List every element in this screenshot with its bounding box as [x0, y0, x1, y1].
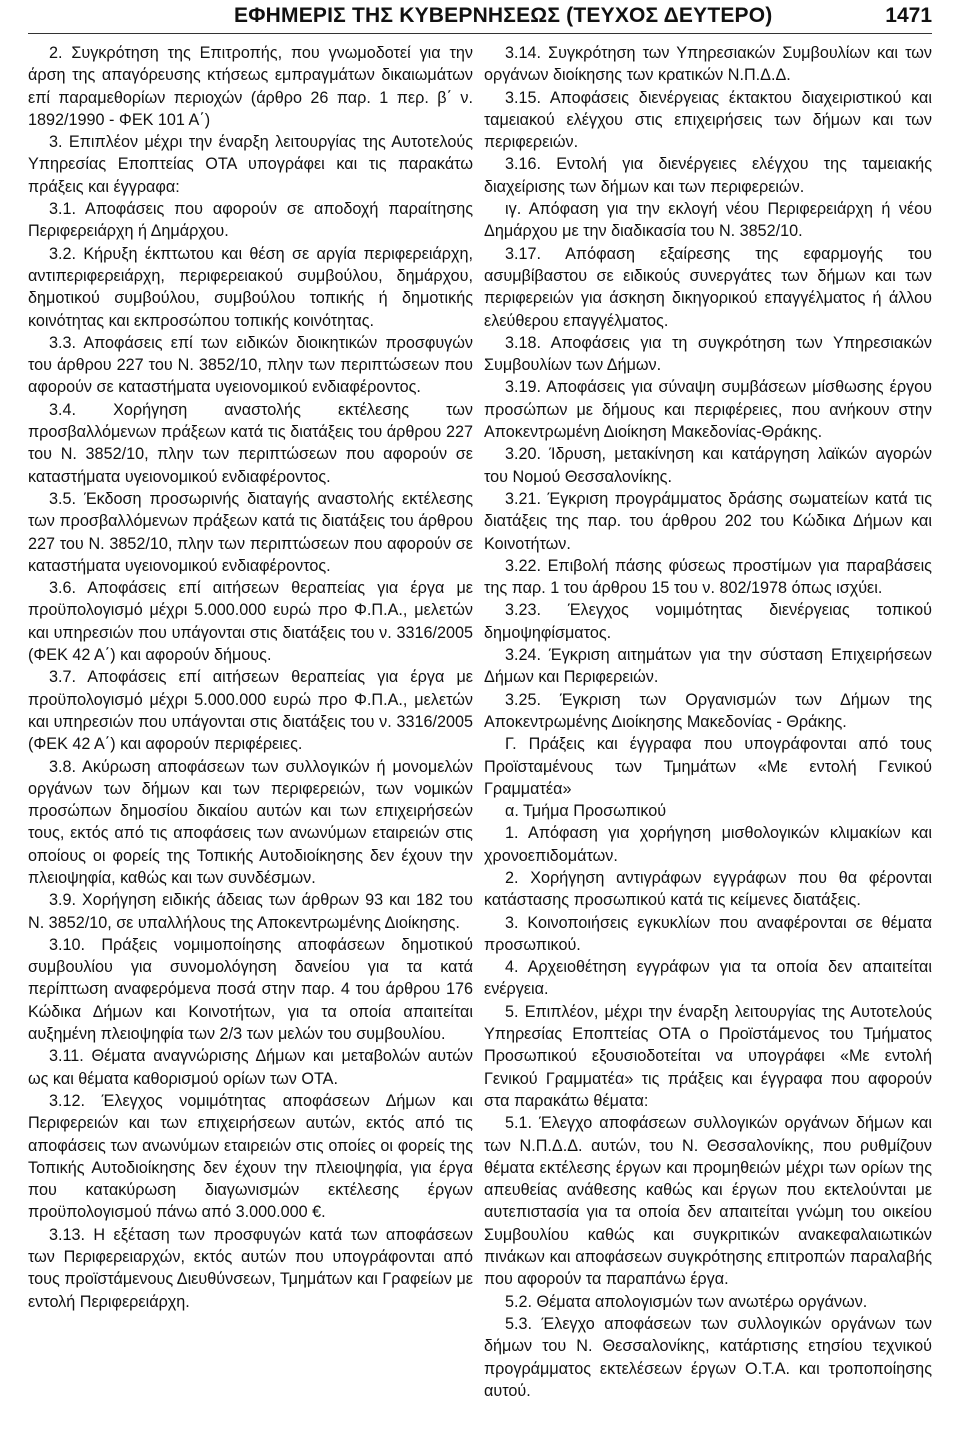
- paragraph: 3.19. Αποφάσεις για σύναψη συμβάσεων μίσθωσης έργου προσώπων με δήμους και περιφέρειες, που ανήκουν στην Αποκεντρωμένη Διοίκηση Μακεδονίας-Θράκης.: [484, 378, 932, 442]
- paragraph: 3.3. Αποφάσεις επί των ειδικών διοικητικών προσφυγών του άρθρου 227 του Ν. 3852/10, πλην των περιπτώσεων που αφορούν σε καταστήματα υγειονομικού ενδιαφέροντος.: [28, 333, 473, 397]
- paragraph: 3.18. Αποφάσεις για τη συγκρότηση των Υπηρεσιακών Συμβουλίων των Δήμων.: [484, 333, 932, 375]
- paragraph: 3.16. Εντολή για διενέργειες ελέγχου της ταμειακής διαχείρισης των δήμων και των περιφερειών.: [484, 155, 932, 196]
- paragraph: Γ. Πράξεις και έγγραφα που υπογράφονται από τους Προϊσταμένους των Τμημάτων «Με εντολή Γενικού Γραμματέα»: [484, 735, 932, 798]
- paragraph: 4. Αρχειοθέτηση εγγράφων για τα οποία δεν απαιτείται ενέργεια.: [484, 958, 932, 999]
- paragraph: 3.5. Έκδοση προσωρινής διαταγής αναστολής εκτέλεσης των προσβαλλόμενων πράξεων κατά τις διατάξεις του άρθρου 227 του Ν. 3852/10, πλην των περιπτώσεων που αφορούν σε καταστήματα υγειονομικού ενδιαφέροντος.: [28, 489, 473, 575]
- paragraph: 3.22. Επιβολή πάσης φύσεως προστίμων για παραβάσεις της παρ. 1 του άρθρου 15 του ν. 802/1978 όπως ισχύει.: [484, 556, 932, 598]
- paragraph: 3.1. Αποφάσεις που αφορούν σε αποδοχή παραίτησης Περιφερειάρχη ή Δημάρχου.: [28, 200, 473, 241]
- paragraph: 3.15. Αποφάσεις διενέργειας έκτακτου διαχειριστικού και ταμειακού ελέγχου στις επιχειρήσεις των δήμων και των περιφερειών.: [484, 88, 932, 152]
- gazette-title: ΕΦΗΜΕΡΙΣ ΤΗΣ ΚΥΒΕΡΝΗΣΕΩΣ (ΤΕΥΧΟΣ ΔΕΥΤΕΡΟ): [234, 4, 773, 27]
- left-column: [28, 42, 473, 1313]
- paragraph: 3.25. Έγκριση των Οργανισμών των Δήμων της Αποκεντρωμένης Διοίκησης Μακεδονίας - Θράκης.: [484, 690, 932, 731]
- paragraph: 5.2. Θέματα απολογισμών των ανωτέρω οργάνων.: [505, 1292, 868, 1311]
- paragraph: 3.24. Έγκριση αιτημάτων για την σύσταση Επιχειρήσεων Δήμων και Περιφερειών.: [484, 646, 932, 687]
- paragraph: 3.2. Κήρυξη έκπτωτου και θέση σε αργία περιφερειάρχη, αντιπεριφερειάρχη, περιφερειακού συμβούλου, δημάρχου, δημοτικού συμβούλου, συμβούλου τοπικής ή δημοτικής κοινότητας και εκπροσώπου τοπικής κοινότητας.: [28, 244, 473, 330]
- paragraph: 5.1. Έλεγχο αποφάσεων συλλογικών οργάνων δήμων και των Ν.Π.Δ.Δ. αυτών, του Ν. Θεσσαλονίκης, που ρυθμίζουν θέματα εκτέλεσης έργων και προμηθειών μέχρι των ορίων της απευθείας ανάθεσης καθώς και έργων που εκτελούνται με αυτεπιστασία για τα οποία δεν απαιτείται γνώμη του οικείου Συμβουλίου καθώς και συγκριτικών ανακεφαλαιωτικών πινάκων και αποφάσεων συγκρότησης επιτροπών παραλαβής που αφορούν τα παραπάνω έργα.: [484, 1114, 932, 1289]
- right-column: [484, 42, 932, 1402]
- paragraph: 3.21. Έγκριση προγράμματος δράσης σωματείων κατά τις διατάξεις της παρ. του άρθρου 202 του Κώδικα Δήμων και Κοινοτήτων.: [484, 489, 932, 553]
- paragraph: 3.4. Χορήγηση αναστολής εκτέλεσης των προσβαλλόμενων πράξεων κατά τις διατάξεις του άρθρου 227 του Ν. 3852/10, πλην των περιπτώσεων που αφορούν σε καταστήματα υγειονομικού ενδιαφέροντος.: [28, 400, 473, 486]
- page-number: 1471: [885, 4, 932, 27]
- paragraph: 3.13. Η εξέταση των προσφυγών κατά των αποφάσεων των Περιφερειαρχών, εκτός αυτών που υπογράφονται από τους προϊστάμενους Διευθύνσεων, Τμημάτων και Γραφείων με εντολή Περιφερειάρχη.: [28, 1225, 473, 1311]
- paragraph: 3.20. Ίδρυση, μετακίνηση και κατάργηση λαϊκών αγορών του Νομού Θεσσαλονίκης.: [484, 445, 932, 486]
- paragraph: 3.7. Αποφάσεις επί αιτήσεων θεραπείας για έργα με προϋπολογισμό μέχρι 5.000.000 ευρώ προ Φ.Π.Α., μελετών και υπηρεσιών που υπάγονται στις διατάξεις του ν. 3316/2005 (ΦΕΚ 42 Α΄) και αφορούν περιφέρειες.: [28, 668, 473, 754]
- paragraph: 3. Κοινοποιήσεις εγκυκλίων που αναφέρονται σε θέματα προσωπικού.: [484, 913, 932, 954]
- paragraph: 3.14. Συγκρότηση των Υπηρεσιακών Συμβουλίων και των οργάνων διοίκησης των κρατικών Ν.Π.Δ.Δ.: [484, 44, 932, 85]
- paragraph: 3.8. Ακύρωση αποφάσεων των συλλογικών ή μονομελών οργάνων των δήμων και των περιφερειών, των νομικών προσώπων δημοσίου δικαίου αυτών και των επιχειρήσεών τους, εκτός από τις αποφάσεις των ανωνύμων εταιρειών στις οποίους οι φορείς της Τοπικής Αυτοδιοίκησης δεν έχουν την πλειοψηφία, καθώς και των συνδέσμων.: [28, 757, 473, 887]
- paragraph: α. Τμήμα Προσωπικού: [505, 802, 667, 821]
- paragraph: 3.9. Χορήγηση ειδικής άδειας των άρθρων 93 και 182 του Ν. 3852/10, σε υπαλλήλους της Αποκεντρωμένης Διοίκησης.: [28, 891, 473, 932]
- paragraph: 3.11. Θέματα αναγνώρισης Δήμων και μεταβολών αυτών ως και θέματα καθορισμού ορίων των ΟΤΑ.: [28, 1047, 473, 1088]
- paragraph: ιγ. Απόφαση για την εκλογή νέου Περιφερειάρχη ή νέου Δημάρχου με την διαδικασία του Ν. 3852/10.: [484, 200, 932, 241]
- page-header: [28, 4, 932, 34]
- paragraph: 2. Χορήγηση αντιγράφων εγγράφων που θα φέρονται κατάστασης προσωπικού κατά τις κείμενες διατάξεις.: [484, 868, 932, 910]
- paragraph: 2. Συγκρότηση της Επιτροπής, που γνωμοδοτεί για την άρση της απαγόρευσης κτήσεως εμπραγμάτων δικαιωμάτων επί παραμεθορίων περιοχών (άρθρο 26 παρ. 1 περ. β΄ ν. 1892/1990 - ΦΕΚ 101 Α΄): [28, 44, 473, 129]
- paragraph: 5.3. Έλεγχο αποφάσεων των συλλογικών οργάνων των δήμων του Ν. Θεσσαλονίκης, κατάρτισης ετησίου τεχνικού προγράμματος εκτελέσεων έργων Ο.Τ.Α. και τροποποίησης αυτού.: [484, 1314, 932, 1400]
- paragraph: 3.12. Έλεγχος νομιμότητας αποφάσεων Δήμων και Περιφερειών και των επιχειρήσεων αυτών, εκτός από τις αποφάσεις των ανωνύμων εταιρειών στις οποίες οι φορείς της Τοπικής Αυτοδιοίκησης δεν έχουν την πλειοψηφία, για έργα που κατακύρωση διαγωνισμών εκτέλεσης έργων προϋπολογισμού πάνω από 3.000.000 €.: [28, 1091, 473, 1222]
- paragraph: 3.17. Απόφαση εξαίρεσης της εφαρμογής του ασυμβίβαστου σε ειδικούς συνεργάτες των δήμων και των περιφερειών για άσκηση δικηγορικού επαγγέλματος ή άλλου ελεύθερου επαγγέλματος.: [484, 244, 932, 330]
- paragraph: 3.6. Αποφάσεις επί αιτήσεων θεραπείας για έργα με προϋπολογισμό μέχρι 5.000.000 ευρώ προ Φ.Π.Α., μελετών και υπηρεσιών που υπάγονται στις διατάξεις του ν. 3316/2005 (ΦΕΚ 42 Α΄) και αφορούν δήμους.: [28, 579, 473, 665]
- paragraph: 3. Επιπλέον μέχρι την έναρξη λειτουργίας της Αυτοτελούς Υπηρεσίας Εποπτείας ΟΤΑ υπογράφει και τις παρακάτω πράξεις και έγγραφα:: [28, 133, 473, 196]
- paragraph: 3.10. Πράξεις νομιμοποίησης αποφάσεων δημοτικού συμβουλίου για συνομολόγηση δανείου για τα κατά περίπτωση αναφερόμενα ποσά στην παρ. 4 του άρθρου 176 Κώδικα Δήμων και Κοινοτήτων, για τα οποία απαιτείται αυξημένη πλειοψηφία των 2/3 των μελών του συμβουλίου.: [28, 935, 473, 1044]
- paragraph: 3.23. Έλεγχος νομιμότητας διενέργειας τοπικού δημοψηφίσματος.: [484, 601, 932, 642]
- paragraph: 5. Επιπλέον, μέχρι την έναρξη λειτουργίας της Αυτοτελούς Υπηρεσίας Εποπτείας ΟΤΑ ο Προϊστάμενος του Τμήματος Προσωπικού εξουσιοδοτείται να υπογράφει «Με εντολή Γενικού Γραμματέα» τις πράξεις και έγγραφα που αφορούν στα παρακάτω θέματα:: [484, 1002, 932, 1110]
- paragraph: 1. Απόφαση για χορήγηση μισθολογικών κλιμακίων και χρονοεπιδομάτων.: [484, 824, 932, 865]
- header-rule: [28, 33, 932, 34]
